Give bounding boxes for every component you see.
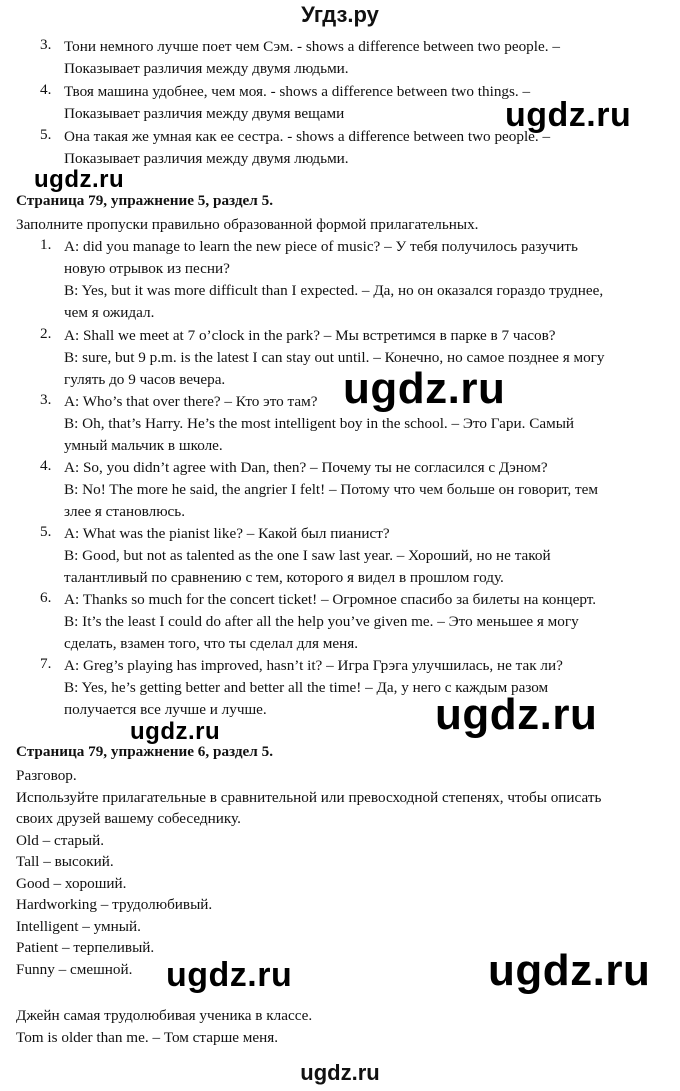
text-line: B: Yes, he’s getting better and better all the time! – Да, у него с каждым разом (64, 679, 549, 696)
item-number: 2. (40, 325, 52, 342)
text-line: получается все лучше и лучше. (64, 701, 267, 718)
text-line: A: Thanks so much for the concert ticket! – Огромное спасибо за билеты на концерт. (64, 591, 597, 608)
text-line: A: Shall we meet at 7 o’clock in the park? – Мы встретимся в парке в 7 часов? (64, 327, 556, 344)
text-line: чем я ожидал. (64, 304, 155, 321)
item-number: 5. (40, 126, 52, 143)
item-text (64, 589, 662, 655)
text-line: Tall – высокий. (16, 853, 114, 870)
text-line: Показывает различия между двумя людьми. (64, 60, 349, 77)
item-text (64, 36, 662, 80)
text-line: A: Who’s that over there? – Кто это там? (64, 393, 318, 410)
text-line: Good – хороший. (16, 874, 127, 892)
watermark: ugdz.ru (34, 166, 125, 193)
text-line: Джейн самая трудолюбивая ученика в классе. (16, 1007, 313, 1024)
watermark: ugdz.ru (166, 956, 293, 994)
text-line: Твоя машина удобнее, чем моя. - shows a difference between two things. – (64, 83, 531, 100)
text-line: Она такая же умная как ее сестра. - shows a difference between two people. – (64, 128, 551, 145)
text-line: B: No! The more he said, the angrier I felt! – Потому что чем больше он говорит, тем (64, 481, 599, 498)
item-number: 3. (40, 391, 52, 408)
text-line: Old – старый. (16, 831, 104, 849)
item-number: 6. (40, 589, 52, 606)
text-line: A: Greg’s playing has improved, hasn’t it? – Игра Грэга улучшилась, не так ли? (64, 657, 563, 674)
item-number: 3. (40, 36, 52, 53)
text-line: Разговор. (16, 767, 77, 784)
watermark: ugdz.ru (130, 718, 221, 745)
text-line: A: What was the pianist like? – Какой был пианист? (64, 525, 390, 542)
text-line: Показывает различия между двумя вещами (64, 105, 345, 122)
item-text (64, 523, 662, 589)
text-line: злее я становлюсь. (64, 503, 186, 520)
text-line: B: sure, but 9 p.m. is the latest I can stay out until. – Конечно, но самое позднее я могу (64, 349, 605, 366)
text-line: Intelligent – умный. (16, 917, 141, 935)
item-number: 4. (40, 457, 52, 474)
text-line: Показывает различия между двумя людьми. (64, 150, 349, 167)
site-title: Угдз.ру (301, 2, 379, 27)
text-line: своих друзей вашему собеседнику. (16, 810, 241, 827)
item-text (64, 236, 662, 324)
text-line: умный мальчик в школе. (64, 437, 223, 454)
section-heading: Страница 79, упражнение 5, раздел 5. (16, 192, 273, 209)
text-line: A: did you manage to learn the new piece of music? – У тебя получилось разучить (64, 238, 578, 255)
item-number: 1. (40, 236, 52, 253)
text-line: гулять до 9 часов вечера. (64, 371, 226, 388)
text-line: Patient – терпеливый. (16, 939, 155, 956)
section-heading: Страница 79, упражнение 6, раздел 5. (16, 743, 273, 760)
watermark: ugdz.ru (435, 690, 598, 739)
watermark: ugdz.ru (488, 946, 651, 995)
text-line: Hardworking – трудолюбивый. (16, 896, 213, 913)
text-line: Используйте прилагательные в сравнительной или превосходной степенях, чтобы описать (16, 788, 602, 806)
item-number: 4. (40, 81, 52, 98)
example-sentences (16, 1005, 666, 1048)
text-line: Funny – смешной. (16, 960, 133, 978)
text-line: B: It’s the least I could do after all the help you’ve given me. – Это меньшее я могу (64, 613, 579, 630)
item-text (64, 457, 662, 523)
instruction-text: Заполните пропуски правильно образованной формой прилагательных. (16, 216, 479, 233)
text-line: новую отрывок из песни? (64, 260, 230, 277)
text-line: Тони немного лучше поет чем Сэм. - shows a difference between two people. – (64, 38, 560, 55)
text-line: B: Good, but not as talented as the one I saw last year. – Хороший, но не такой (64, 547, 551, 564)
watermark: ugdz.ru (505, 96, 632, 134)
text-line: талантливый по сравнению с тем, которого я видел в прошлом году. (64, 569, 504, 586)
text-line: сделать, взамен того, что ты сделал для меня. (64, 635, 359, 652)
item-number: 7. (40, 655, 52, 672)
text-line: B: Oh, that’s Harry. He’s the most intelligent boy in the school. – Это Гари. Самый (64, 415, 575, 432)
item-number: 5. (40, 523, 52, 540)
text-line: B: Yes, but it was more difficult than I expected. – Да, но он оказался гораздо труднее, (64, 282, 604, 299)
text-line: Tom is older than me. – Том старше меня. (16, 1028, 279, 1046)
site-footer: ugdz.ru (300, 1060, 380, 1085)
watermark: ugdz.ru (343, 364, 506, 413)
text-line: A: So, you didn’t agree with Dan, then? – Почему ты не согласился с Дэном? (64, 459, 548, 476)
